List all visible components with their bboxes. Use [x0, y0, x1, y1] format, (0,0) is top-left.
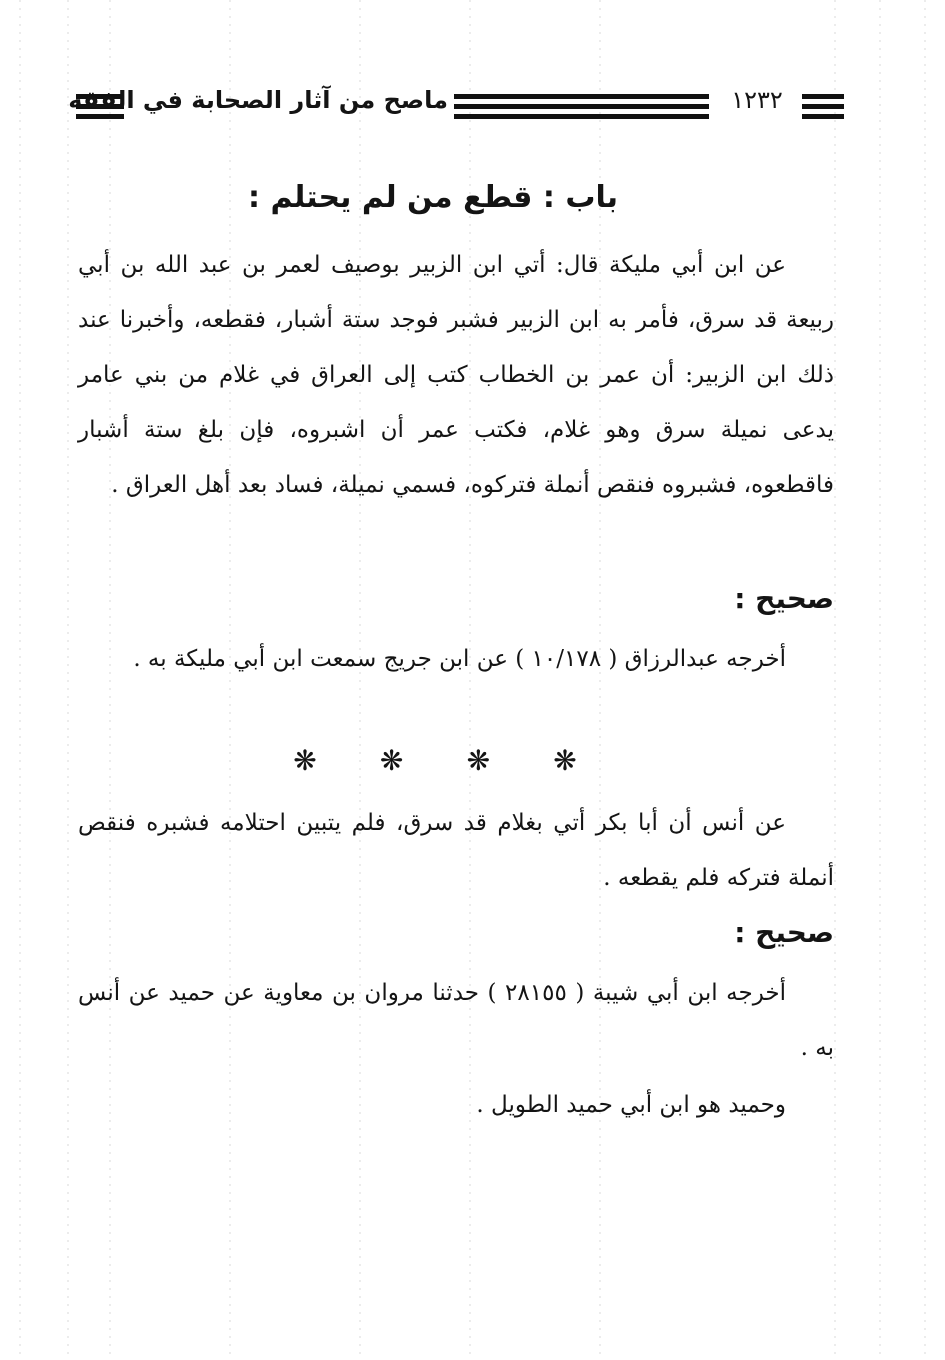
- star-ornament-icon: ❋: [293, 744, 317, 777]
- header-rule-middle: [454, 94, 709, 119]
- entry-2-takhrij-block: [78, 966, 834, 1076]
- entry-1-grade-block: [78, 582, 834, 615]
- running-header: [68, 84, 844, 134]
- entry-1-takhrij-block: [78, 632, 834, 687]
- entry-2: [78, 796, 834, 906]
- header-rule-right: [802, 94, 844, 119]
- narration-text: عن ابن أبي مليكة قال: أتي ابن الزبير بوصيف لعمر بن عبد الله بن أبي ربيعة قد سرق، فأمر به ابن الزبير فشبر فوجد ستة أشبار، فقطعه، وأخبرنا عند ذلك ابن الزبير: أن عمر بن الخطاب كتب إلى العراق في غلام من بني عامر يدعى نميلة سرق وهو غلام، فكتب عمر أن اشبروه، فإن بلغ ستة أشبار فاقطعوه، فشبروه فنقص أنملة فتركوه، فسمي نميلة، فساد بعد أهل العراق .: [78, 252, 834, 498]
- separator-stars: [290, 746, 580, 776]
- entry-1: [78, 238, 834, 513]
- takhrij-text: أخرجه عبدالرزاق ( ١٠/١٧٨ ) عن ابن جريج سمعت ابن أبي مليكة به .: [133, 646, 786, 672]
- narrator-note: وحميد هو ابن أبي حميد الطويل .: [476, 1092, 786, 1118]
- star-ornament-icon: ❋: [553, 744, 577, 777]
- star-ornament-icon: ❋: [379, 744, 404, 777]
- entry-2-note-block: [78, 1078, 834, 1133]
- star-ornament-icon: ❋: [466, 744, 491, 777]
- page-number: ١٢٣٢: [731, 86, 783, 114]
- book-title: ماصح من آثار الصحابة في الفقه: [68, 86, 448, 114]
- section-heading: باب : قطع من لم يحتلم :: [248, 180, 618, 215]
- entry-2-grade-block: [78, 916, 834, 949]
- grade-label: صحيح :: [734, 916, 834, 949]
- grade-label: صحيح :: [734, 582, 834, 615]
- takhrij-text: أخرجه ابن أبي شيبة ( ٢٨١٥٥ ) حدثنا مروان بن معاوية عن حميد عن أنس به .: [78, 980, 834, 1061]
- narration-text: عن أنس أن أبا بكر أتي بغلام قد سرق، فلم يتبين احتلامه فشبره فنقص أنملة فتركه فلم يقطعه .: [78, 810, 834, 891]
